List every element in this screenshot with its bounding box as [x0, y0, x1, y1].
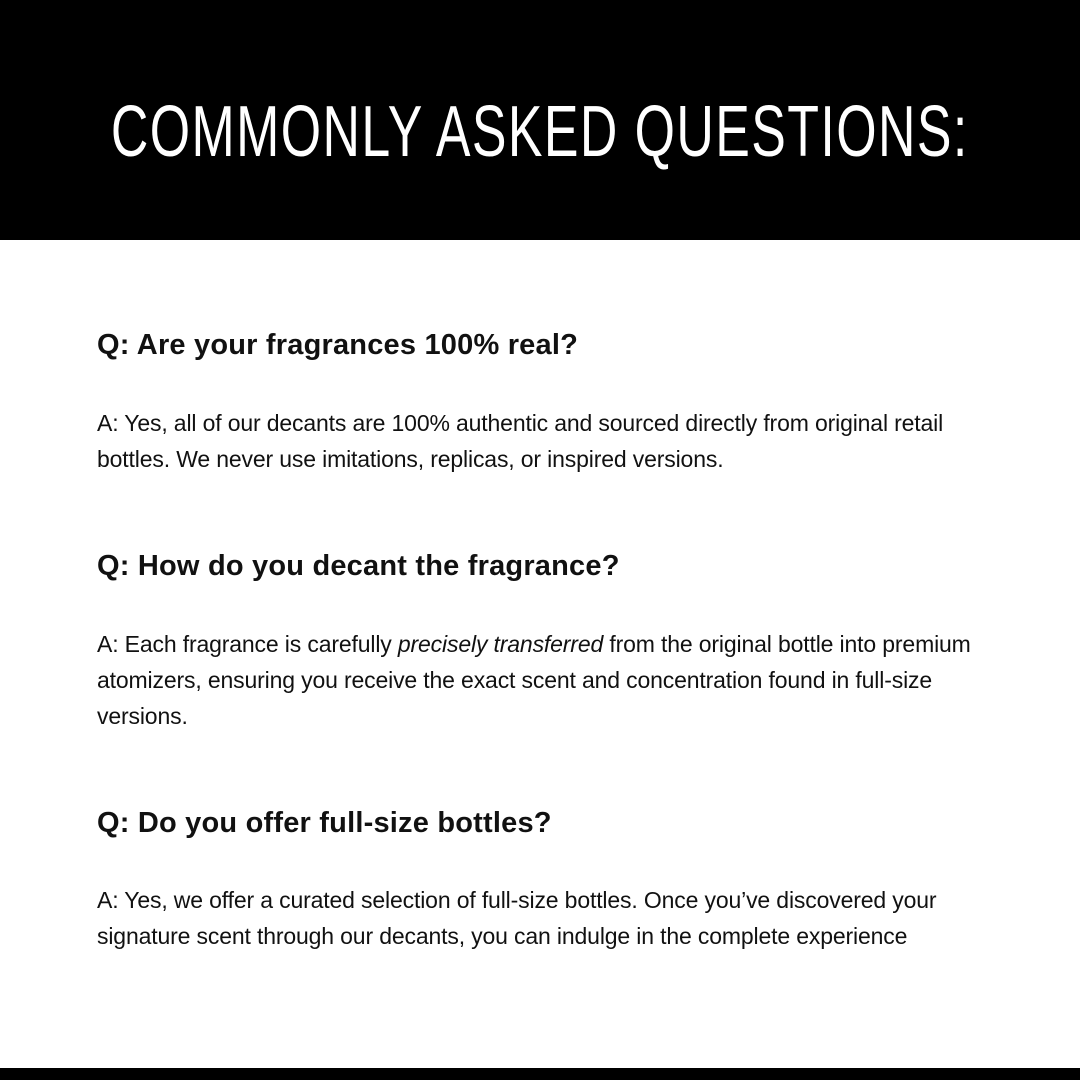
faq-list [0, 240, 1080, 954]
answer-segment: from the original bottle into premium atomizers, ensuring you receive the exact scent and concentration found in full-size versions. [97, 630, 971, 729]
faq-question: Q: How do you decant the fragrance? [97, 549, 620, 582]
faq-item [97, 806, 1010, 955]
faq-answer [97, 626, 1010, 734]
faq-answer [97, 405, 1010, 477]
answer-segment: A: Yes, all of our decants are 100% authentic and sourced directly from original retail bottles. We never use imitations, replicas, or inspired versions. [97, 409, 944, 472]
footer-band [0, 1068, 1080, 1080]
faq-item [97, 328, 1010, 477]
faq-item [97, 549, 1010, 734]
faq-question: Q: Are your fragrances 100% real? [97, 329, 579, 361]
answer-segment: A: Yes, we offer a curated selection of full-size bottles. Once you’ve discovered your signature scent through our decants, you can indulge in the complete experience [97, 887, 937, 950]
faq-question: Q: Do you offer full-size bottles? [97, 806, 552, 839]
page-title: COMMONLY ASKED QUESTIONS: [111, 92, 969, 172]
header-band [0, 0, 1080, 240]
answer-segment: A: Each fragrance is carefully [97, 630, 398, 657]
answer-italic-segment: precisely transferred [397, 630, 604, 657]
faq-answer [97, 882, 1010, 954]
